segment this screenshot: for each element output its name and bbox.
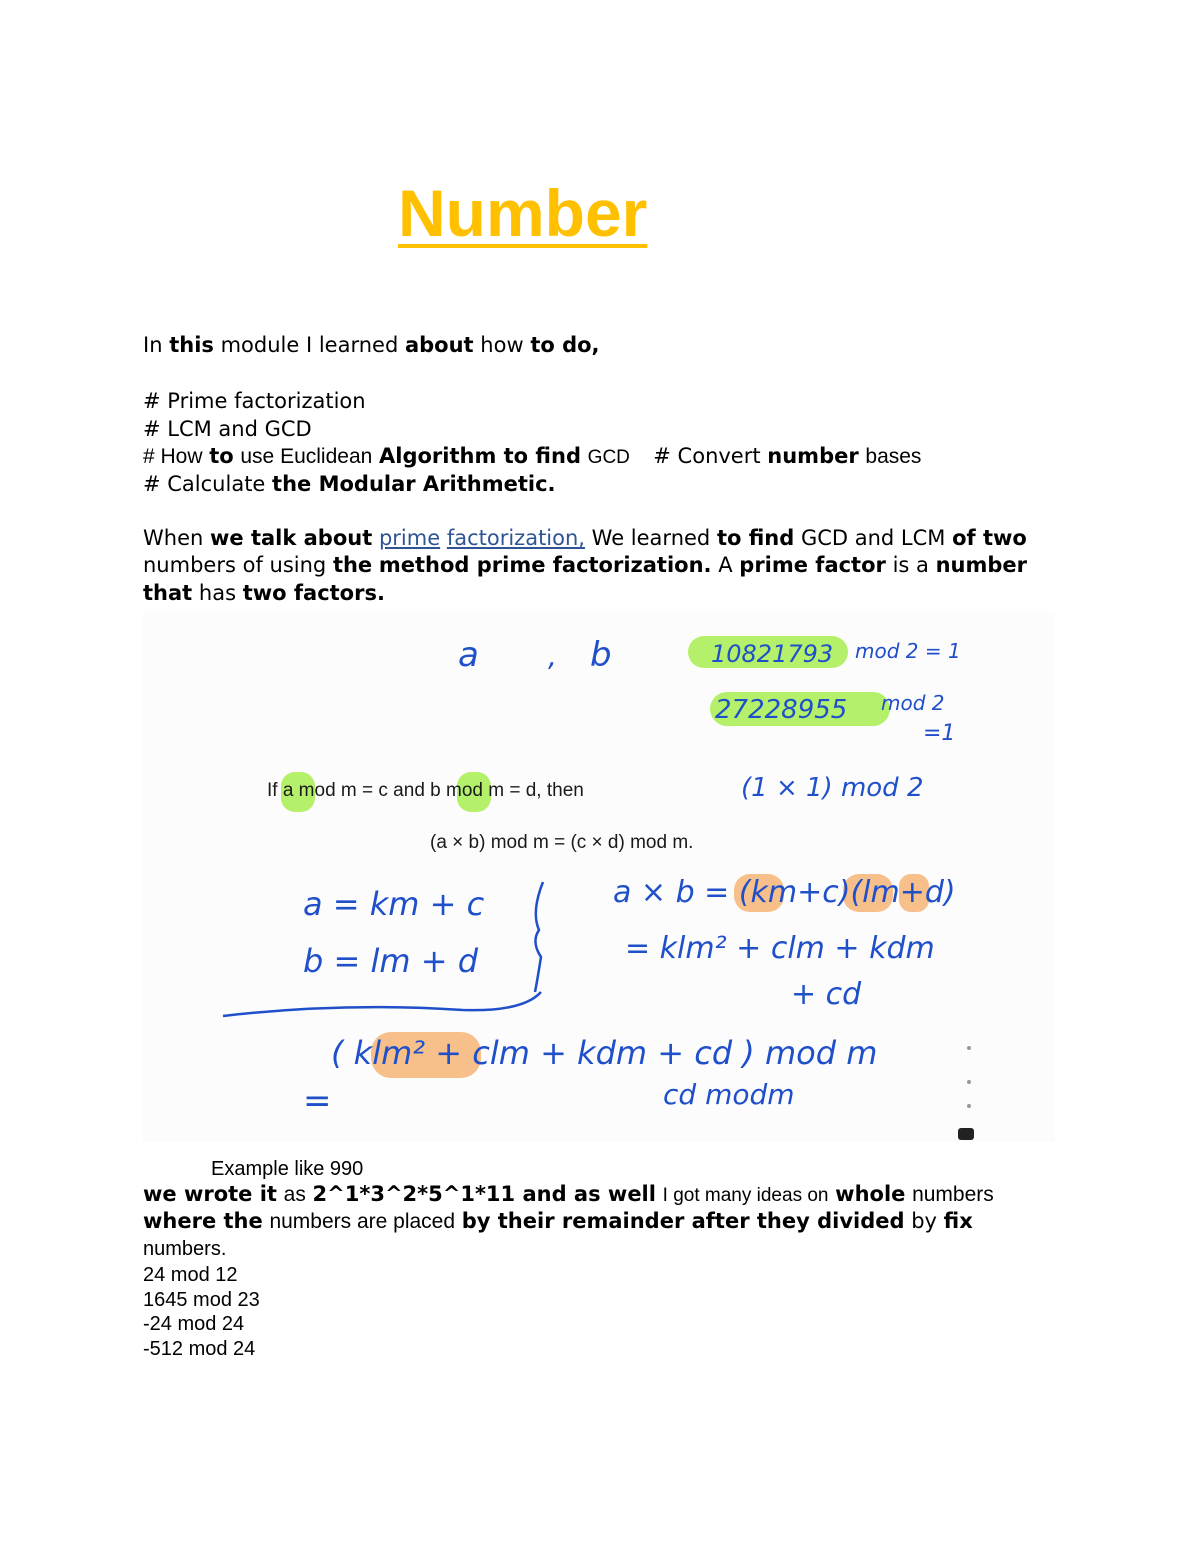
text: Algorithm to find [379, 444, 581, 468]
corner-icon [958, 1128, 974, 1140]
hw-a-equation: a = km + c [303, 885, 485, 923]
handwritten-notes-image [143, 612, 1055, 1142]
notes-drawing [143, 612, 1055, 1142]
hw-number-2: 27228955 [715, 695, 848, 725]
text: numbers. [143, 1238, 227, 1260]
text: # Calculate [143, 472, 266, 496]
text: to do, [530, 333, 600, 357]
text: In [143, 333, 163, 357]
text: # Prime [143, 389, 228, 413]
mod-list-item: -24 mod 24 [143, 1313, 245, 1335]
paragraph-line-1 [143, 526, 1027, 550]
rule-line-2: (a × b) mod m = (c × d) mod m. [430, 832, 694, 853]
text: that [143, 581, 193, 605]
hw-cd-mod-m: cd modm [663, 1078, 795, 1111]
hw-cd: + cd [791, 977, 862, 1012]
text: 2^1*3^2*5^1*11 and as well [312, 1182, 656, 1206]
text: as [283, 1183, 306, 1206]
factorization-link[interactable]: factorization, [446, 526, 585, 550]
text: We learned [591, 526, 711, 550]
hw-number-1: 10821793 [711, 640, 834, 668]
text: A [718, 553, 733, 577]
text: bases [865, 445, 922, 468]
bullet-lcm-gcd [143, 417, 312, 441]
paragraph-line-2 [143, 553, 1027, 577]
mod-list-item: 1645 mod 23 [143, 1289, 260, 1311]
text: module I learned [220, 333, 399, 357]
example-line [211, 1156, 363, 1181]
hw-1x1-mod-2: (1 × 1) mod 2 [741, 773, 924, 803]
text: where the [143, 1209, 263, 1233]
hw-b: b [590, 635, 612, 675]
text: number [935, 553, 1028, 577]
text: is a [892, 553, 929, 577]
page-title: Number [398, 176, 648, 250]
text: # Convert [653, 444, 761, 468]
underline-stroke [223, 992, 541, 1016]
mod-list-item: 24 mod 12 [143, 1264, 238, 1286]
text: prime factor [739, 553, 886, 577]
text: factorization [234, 389, 366, 413]
bullet-euclidean [143, 444, 921, 469]
text: Example like 990 [211, 1158, 364, 1180]
text: this [169, 333, 214, 357]
text: of using [242, 553, 327, 577]
rule-line-1: If a mod m = c and b mod m = d, then [267, 780, 584, 801]
dot [967, 1046, 971, 1050]
intro-line [143, 333, 600, 357]
text: GCD [587, 447, 630, 468]
text: number [767, 444, 859, 468]
text: about [404, 333, 474, 357]
prime-link[interactable]: prime [378, 526, 441, 550]
text: I got many ideas on [662, 1185, 829, 1206]
text: we wrote it [143, 1182, 277, 1206]
text: the Modular Arithmetic. [272, 472, 556, 496]
mod-list-item: -512 mod 24 [143, 1338, 256, 1360]
text: When [143, 526, 204, 550]
hw-big-expression: ( klm² + clm + kdm + cd ) mod m [331, 1034, 878, 1072]
text: whole [835, 1182, 906, 1206]
hw-expansion: = klm² + clm + kdm [625, 931, 935, 966]
text: by [911, 1209, 937, 1233]
bullet-modular [143, 472, 556, 496]
hw-eq-1: =1 [923, 721, 956, 746]
text: to find [716, 526, 795, 550]
dot [967, 1080, 971, 1084]
hw-axb: a × b = (km+c)(lm+d) [613, 875, 956, 910]
text: GCD and LCM [800, 526, 946, 550]
hw-b-equation: b = lm + d [303, 942, 478, 980]
text: numbers are placed [269, 1210, 456, 1233]
text: by their remainder after they divided [461, 1209, 905, 1233]
hw-mod-result-1: mod 2 = 1 [855, 639, 961, 663]
hw-mod-2: mod 2 [881, 691, 945, 715]
text: we talk about [210, 526, 373, 550]
hw-a: a [458, 635, 479, 675]
hw-equals: = [303, 1081, 332, 1121]
text: of two [952, 526, 1027, 550]
example-line-2 [143, 1182, 994, 1207]
text: to [209, 444, 234, 468]
dot [967, 1104, 971, 1108]
text: method prime factorization. [378, 553, 712, 577]
text: use Euclidean [240, 445, 373, 468]
text: # How [143, 445, 203, 468]
bullet-prime-factorization [143, 389, 366, 413]
example-line-3 [143, 1209, 973, 1234]
text: numbers [143, 553, 236, 577]
text: the [332, 553, 373, 577]
brace [535, 882, 543, 992]
text: fix [943, 1209, 973, 1233]
text: how [480, 333, 524, 357]
example-line-4 [143, 1238, 226, 1261]
text: two factors. [242, 581, 385, 605]
text: numbers [912, 1183, 994, 1206]
text: has [198, 581, 237, 605]
paragraph-line-3 [143, 581, 385, 605]
text: # LCM and GCD [143, 417, 312, 441]
hw-comma: , [548, 640, 557, 673]
